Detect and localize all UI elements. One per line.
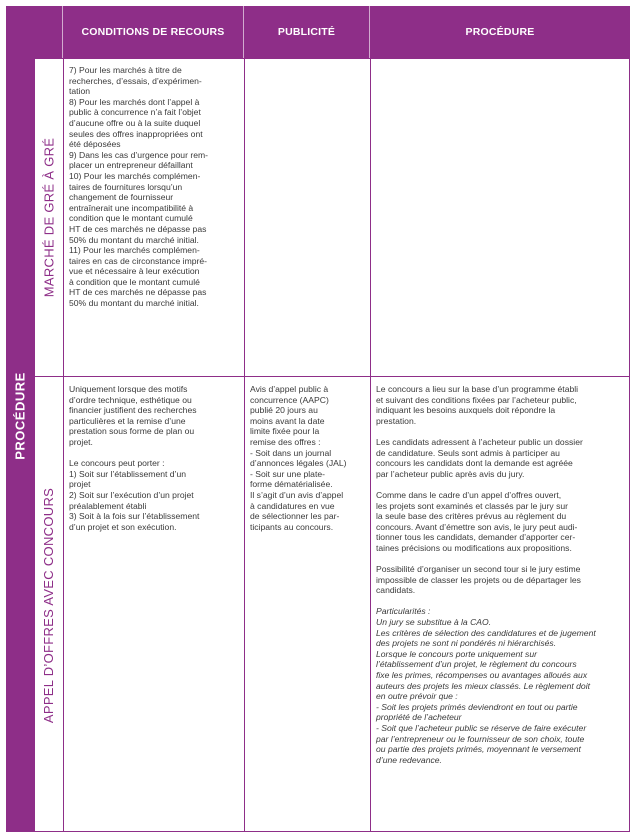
side-bar: [6, 6, 34, 832]
concours-publicite: Avis d’appel public à concurrence (AAPC) publié 20 jours au moins avant la date limite fixée pour la remise des offres : - Soit dans un journal d’annonces légales (JAL) - Soit sur une plate- forme dématérialisée. Il s’agit d’un avis d’appel à candidatures en vue de sélectionner les par- ticipants au concours.: [250, 384, 347, 532]
header-procedure: PROCÉDURE: [465, 26, 535, 38]
concours-conditions: Uniquement lorsque des motifs d’ordre technique, esthétique ou financier justifient des recherches particulières et la remise d’une prestation sous forme de plan ou projet. Le concours peut porter : 1) Soit sur l’établissement d’un projet 2) Soit sur l’exécution d’un projet préalablement établi 3) Soit à la fois sur l’établissement d’un projet et son exécution.: [69, 384, 200, 532]
side-label: PROCÉDURE: [12, 372, 28, 460]
header-conditions: CONDITIONS DE RECOURS: [81, 26, 225, 38]
gre-a-gre-conditions: 7) Pour les marchés à titre de recherches, d’essais, d’expérimen- tation 8) Pour les marchés dont l’appel à public à concurrence n’a fait l’objet d’aucune offre ou à la suite duquel seules des offres inappropriées ont été déposées 9) Dans les cas d’urgence pour rem- placer un entrepreneur défaillant 10) Pour les marchés complémen- taires de fournitures lorsqu’un changement de fournisseur entraînerait une incompatibilité à condition que le montant cumulé HT de ces marchés ne dépasse pas 50% du montant du marché initial. 11) Pour les marchés complémen- taires en cas de circonstance impré- vue et nécessaire à leur exécution à condition que le montant cumulé HT de ces marchés ne dépasse pas 50% du montant du marché initial.: [69, 65, 208, 309]
procedure-table: [6, 6, 630, 832]
row-label-gre-a-gre: MARCHÉ DE GRÉ À GRÉ: [41, 137, 57, 298]
header-publicite: PUBLICITÉ: [277, 26, 336, 38]
concours-procedure: Le concours a lieu sur la base d’un programme établi et suivant des conditions fixées par l’acheteur public, indiquant les besoins auxquels doit répondre la prestation. Les candidats adressent à l’acheteur public un dossier de candidature. Seuls sont admis à participer au concours les candidats dont la demande est agréée par l’acheteur public après avis du jury. Comme dans le cadre d’un appel d’offres ouvert, les projets sont examinés et classés par le jury sur la seule base des critères prévus au règlement du concours. Avant d’émettre son avis, le jury peut audi- tionner tous les candidats, demander d’apporter cer- taines précisions ou modifications aux propositions. Possibilité d’organiser un second tour si le jury estime impossible de classer les projets ou de départager les candidats. Particularités : Un jury se substitue à la CAO. Les critères de sélection des candidatures et de jugement des projets ne sont ni pondérés ni hiérarchisés. Lorsque le concours porte uniquement sur l’établissement d’un projet, le règlement du concours fixe les primes, récompenses ou avantages alloués aux auteurs des projets les mieux classés. Le règlement doit en outre prévoir que : - Soit les projets primés deviendront en tout ou partie propriété de l’acheteur - Soit que l’acheteur public se réserve de faire exécuter par l’entrepreneur ou le fournisseur de son choix, toute ou partie des projets primés, moyennant le versement d’une redevance.: [376, 384, 628, 765]
particularites: Particularités : Un jury se substitue à la CAO. Les critères de sélection des candidatures et de jugement des projets ne sont ni pondérés ni hiérarchisés. Lorsque le concours porte uniquement sur l’établissement d’un projet, le règlement du concours fixe les primes, récompenses ou avantages alloués aux auteurs des projets les mieux classés. Le règlement doit en outre prévoir que : - Soit les projets primés deviendront en tout ou partie propriété de l’acheteur - Soit que l’acheteur public se réserve de faire exécuter par l’entrepreneur ou le fournisseur de son choix, toute ou partie des projets primés, moyennant le versement d’une redevance.: [376, 606, 596, 765]
table-header: [34, 6, 630, 58]
table-body: [34, 58, 630, 832]
row-label-concours: APPEL D’OFFRES AVEC CONCOURS: [41, 487, 57, 723]
